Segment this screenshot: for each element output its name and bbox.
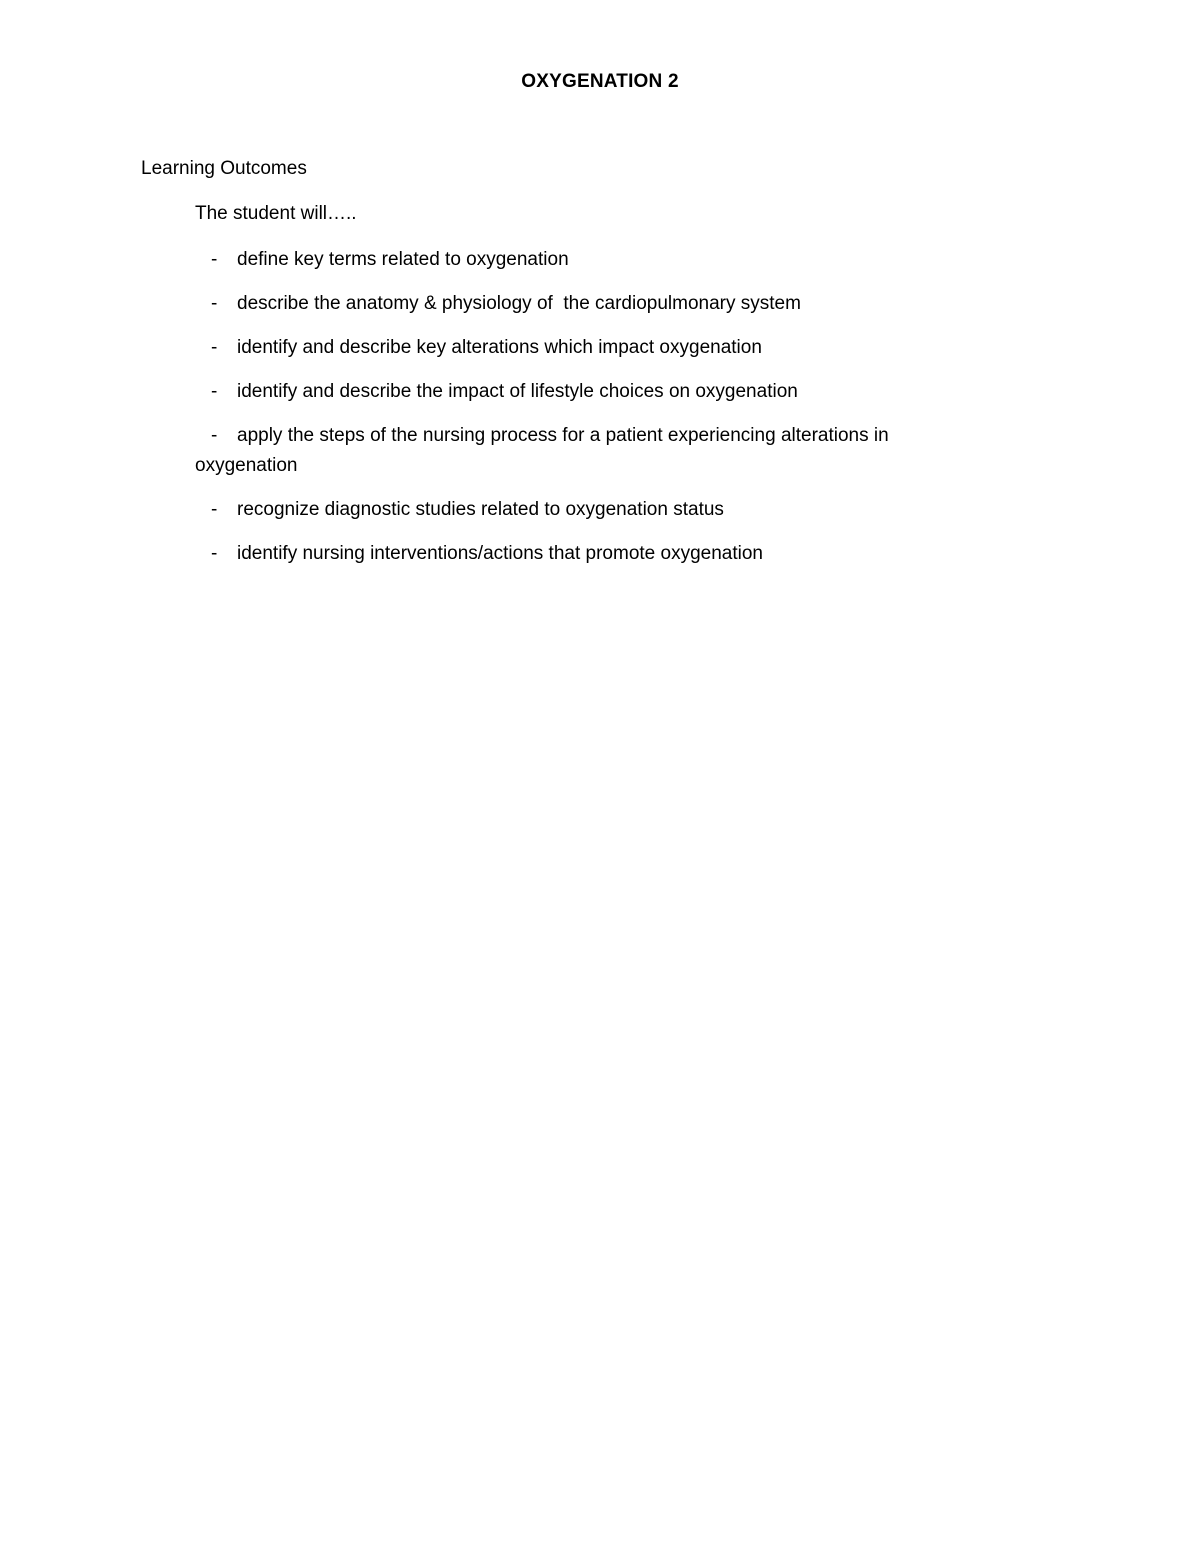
list-item-text: identify and describe key alterations which impact oxygenation [237, 337, 762, 358]
section-heading: Learning Outcomes [141, 158, 307, 179]
bullet-dash: - [211, 381, 218, 402]
bullet-dash: - [211, 337, 218, 358]
page-title: OXYGENATION 2 [521, 71, 679, 92]
bullet-dash: - [211, 499, 218, 520]
list-item [195, 495, 995, 525]
list-item [195, 421, 995, 481]
list-item [195, 377, 995, 407]
list-item [195, 289, 995, 319]
bullet-dash: - [211, 249, 218, 270]
list-item-text: describe the anatomy & physiology of the cardiopulmonary system [237, 293, 801, 314]
intro-text: The student will….. [195, 203, 357, 224]
learning-outcomes-list [195, 245, 995, 583]
list-item-text: identify nursing interventions/actions that promote oxygenation [237, 543, 763, 564]
bullet-dash: - [211, 293, 218, 314]
list-item [195, 245, 995, 275]
list-item [195, 539, 995, 569]
list-item-text: define key terms related to oxygenation [237, 249, 569, 270]
list-item-text: apply the steps of the nursing process for a patient experiencing alterations in oxygenation [195, 425, 889, 476]
list-item-text: identify and describe the impact of lifestyle choices on oxygenation [237, 381, 798, 402]
bullet-dash: - [211, 543, 218, 564]
list-item-text: recognize diagnostic studies related to oxygenation status [237, 499, 724, 520]
list-item [195, 333, 995, 363]
bullet-dash: - [211, 425, 218, 446]
